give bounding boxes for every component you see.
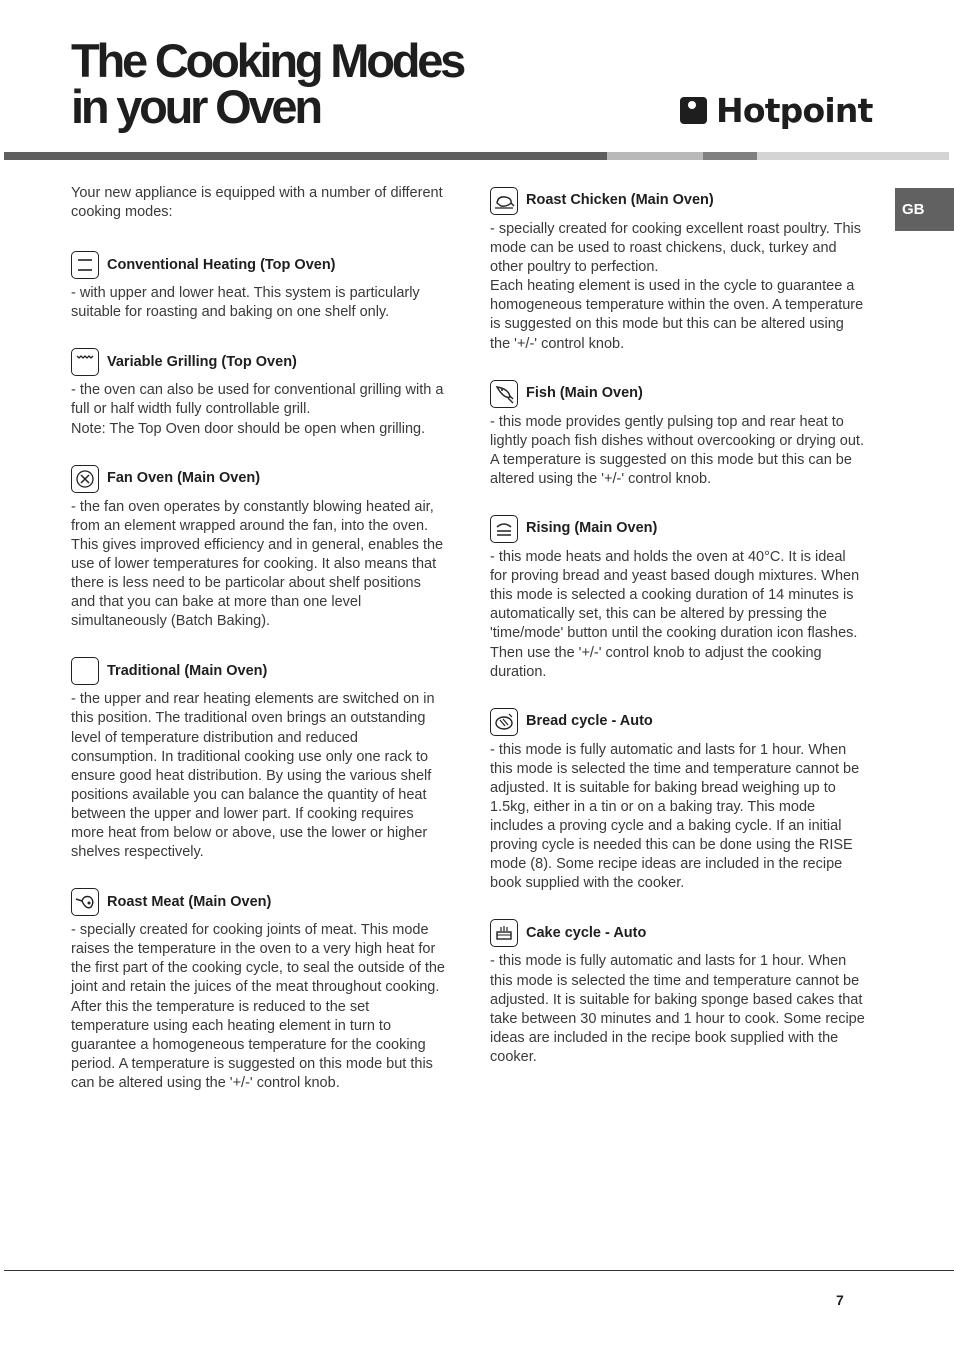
mode-title: Roast Meat (Main Oven) (107, 893, 272, 910)
mode-heading (71, 654, 447, 688)
mode-paragraph: - the oven can also be used for conventional grilling with a full or half width fully controllable grill. (71, 382, 444, 418)
brand-name: Hotpoint (716, 90, 873, 130)
mode-heading (490, 512, 866, 546)
mode-paragraph: - the upper and rear heating elements are switched on in this position. The traditional oven brings an outstanding level of temperature distribution and reduced consumption. In traditional cooking use only one rack to ensure good heat distribution. By using the various shelf positions available you can balance the quantity of heat between the upper and lower part. If cooking requires more heat from below or above, use the lower or higher shelves respectively. (71, 691, 435, 861)
mode-section (490, 377, 866, 489)
mode-title: Bread cycle - Auto (526, 713, 653, 730)
mode-heading (71, 885, 447, 919)
mode-description (490, 741, 866, 894)
mode-description (71, 921, 447, 1093)
hotpoint-logo-mark-icon (680, 97, 707, 124)
mode-section (71, 885, 447, 1093)
mode-heading (490, 184, 866, 218)
mode-description (490, 548, 866, 682)
mode-heading (71, 462, 447, 496)
mode-section (490, 916, 866, 1067)
mode-section (490, 705, 866, 894)
page-title-line-1: The Cooking Modes (71, 34, 464, 87)
roast-meat-icon (71, 888, 99, 916)
mode-description (71, 284, 447, 322)
mode-description (71, 498, 447, 632)
mode-paragraph: Note: The Top Oven door should be open when grilling. (71, 420, 426, 437)
mode-section (490, 512, 866, 682)
bread-icon (490, 708, 518, 736)
mode-section (71, 345, 447, 438)
header-band-dark (4, 152, 607, 160)
mode-description (490, 952, 866, 1067)
fish-icon (490, 380, 518, 408)
mode-paragraph: - this mode provides gently pulsing top and rear heat to lightly poach fish dishes without overcooking or drying out. A temperature is suggested on this mode but this can be altered using the '+/-' control knob. (490, 413, 864, 487)
grill-icon (71, 348, 99, 376)
cake-icon (490, 919, 518, 947)
mode-title: Fan Oven (Main Oven) (107, 470, 261, 487)
mode-title: Rising (Main Oven) (526, 520, 658, 537)
conventional-heating-icon (71, 251, 99, 279)
mode-paragraph: - the fan oven operates by constantly blowing heated air, from an element wrapped around the fan, into the oven. This gives improved efficiency and in general, enables the use of lower temperatures for cooking. It also means that there is less need to be particolar about shelf positions and that you can bake at more than one level simultaneously (Batch Baking). (71, 498, 444, 630)
mode-section (71, 462, 447, 632)
mode-paragraph: - specially created for cooking joints of meat. This mode raises the temperature in the oven to a very high heat for the first part of the cooking cycle, to seal the outside of the joint and retain the juices of the meat throughout cooking. After this the temperature is reduced to the set temperature using each heating element in turn to guarantee a homogeneous temperature for the cooking period. A temperature is suggested on this mode but this can be altered using the '+/-' control knob. (71, 922, 445, 1091)
left-sections (71, 248, 447, 1093)
fan-icon (71, 465, 99, 493)
traditional-oven-icon (71, 657, 99, 685)
mode-title: Conventional Heating (Top Oven) (107, 256, 336, 273)
mode-paragraph: - this mode is fully automatic and lasts for 1 hour. When this mode is selected the time and temperature cannot be adjusted. It is suitable for baking sponge based cakes that take between 30 minutes and 1 hour to cook. Some recipe ideas are included in the recipe book supplied with the cooker. (490, 953, 865, 1065)
mode-title: Variable Grilling (Top Oven) (107, 353, 297, 370)
mode-section (490, 184, 866, 354)
mode-section (71, 654, 447, 862)
mode-description (71, 381, 447, 438)
mode-heading (490, 705, 866, 739)
mode-paragraph: - specially created for cooking excellent roast poultry. This mode can be used to roast chickens, duck, turkey and other poultry to perfection. (490, 221, 861, 276)
language-tab: GB (895, 188, 954, 231)
mode-title: Fish (Main Oven) (526, 385, 643, 402)
mode-paragraph: - this mode heats and holds the oven at 40°C. It is ideal for proving bread and yeast based dough mixtures. When this mode is selected a cooking duration of 14 minutes is automatically set, this can be altered by pressing the 'time/mode' button until the cooking duration icon flashes. Then use the '+/-' control knob to adjust the cooking duration. (490, 549, 860, 680)
left-column (71, 184, 447, 1116)
roast-chicken-icon (490, 187, 518, 215)
rising-icon (490, 515, 518, 543)
mode-paragraph: Each heating element is used in the cycle to guarantee a homogeneous temperature within the oven. A temperature is suggested on this mode but this can be altered using the '+/-' control knob. (490, 278, 864, 352)
hotpoint-logo (680, 90, 873, 130)
mode-title: Roast Chicken (Main Oven) (526, 192, 714, 209)
page-title-line-2: in your Oven (71, 80, 320, 133)
header-band-pale (757, 152, 949, 160)
mode-heading (490, 377, 866, 411)
mode-paragraph: - this mode is fully automatic and lasts for 1 hour. When this mode is selected the time and temperature cannot be adjusted. It is suitable for baking bread weighing up to 1.5kg, either in a tin or on a baking tray. This mode includes a proving cycle and a baking cycle. If an initial proving cycle is needed this can be done using the RISE mode (8). Some recipe ideas are included in the recipe book supplied with the cooker. (490, 741, 860, 892)
mode-description (71, 690, 447, 862)
right-sections (490, 184, 866, 1067)
mode-paragraph: - with upper and lower heat. This system is particularly suitable for roasting and baking on one shelf only. (71, 285, 420, 321)
mode-heading (71, 248, 447, 282)
mode-title: Traditional (Main Oven) (107, 662, 268, 679)
right-column (490, 184, 866, 1090)
mode-description (490, 413, 866, 489)
mode-title: Cake cycle - Auto (526, 924, 647, 941)
mode-heading (71, 345, 447, 379)
header-band-mid (703, 152, 757, 160)
page-number: 7 (836, 1292, 844, 1308)
footer-rule (4, 1270, 954, 1271)
mode-heading (490, 916, 866, 950)
intro-text: Your new appliance is equipped with a number of different cooking modes: (71, 185, 443, 221)
mode-section (71, 248, 447, 322)
page-title (71, 34, 464, 133)
mode-description (490, 220, 866, 354)
header-band-light (607, 152, 703, 160)
